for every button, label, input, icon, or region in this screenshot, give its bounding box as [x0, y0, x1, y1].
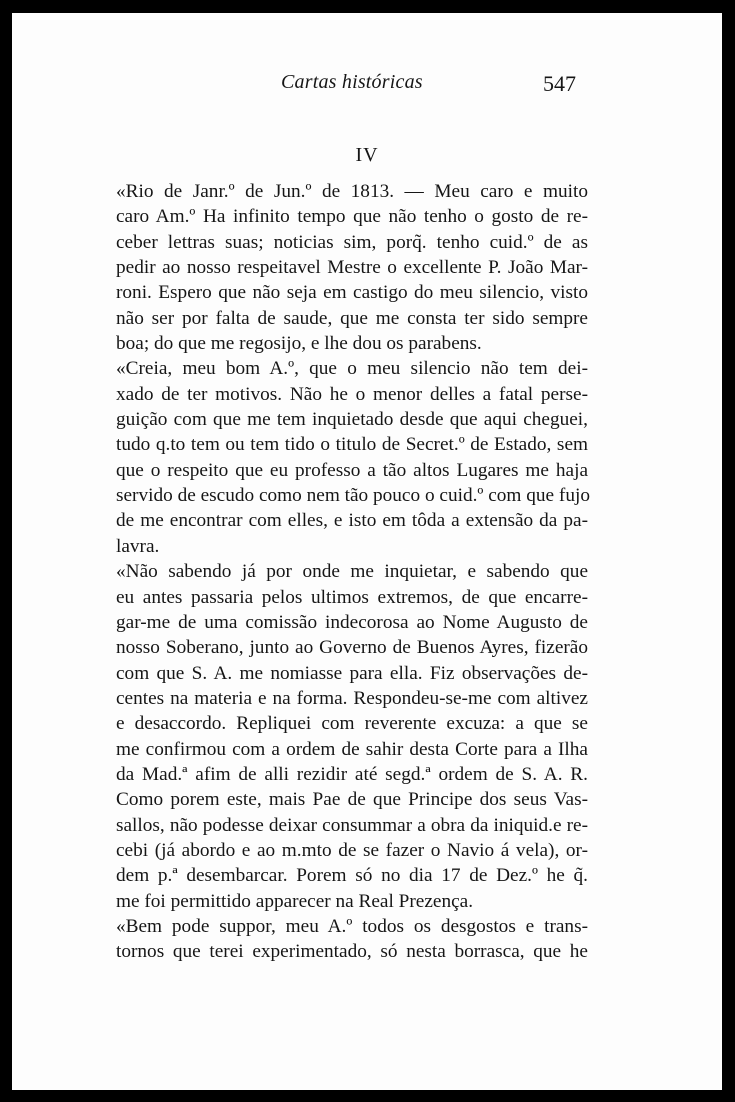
book-page: [12, 13, 722, 1090]
text-line: sallos, não podesse deixar consummar a obra da iniquid.e re-: [116, 814, 588, 836]
text-line: caro Am.º Ha infinito tempo que não tenho o gosto de re-: [116, 206, 588, 228]
text-line: «Rio de Janr.º de Jun.º de 1813. — Meu caro e muito: [116, 181, 588, 202]
text-line: lavra.: [116, 535, 160, 557]
text-line: pedir ao nosso respeitavel Mestre o excellente P. João Mar-: [116, 257, 588, 279]
text-line: xado de ter motivos. Não he o menor delles a fatal perse-: [116, 383, 588, 405]
text-line: boa; do que me regosijo, e lhe dou os parabens.: [116, 333, 482, 355]
running-title: Cartas históricas: [281, 71, 423, 93]
text-line: e desaccordo. Repliquei com reverente excuza: a que se: [116, 713, 588, 735]
text-line: ceber lettras suas; noticias sim, porq̃. tenho cuid.º de as: [116, 231, 588, 253]
text-line: servido de escudo como nem tão pouco o cuid.º com que fujo: [116, 485, 590, 507]
text-line: da Mad.ª afim de alli rezidir até segd.ª ordem de S. A. R.: [116, 763, 588, 785]
text-line: Como porem este, mais Pae de que Principe dos seus Vas-: [116, 789, 588, 811]
text-line: de me encontrar com elles, e isto em tôda a extensão da pa-: [116, 510, 588, 532]
text-line: cebi (já abordo e ao m.mto de se fazer o Navio á vela), or-: [116, 839, 588, 861]
text-line: me foi permittido apparecer na Real Prezença.: [116, 890, 474, 912]
text-line: não ser por falta de saude, que me consta ter sido sempre: [116, 307, 588, 329]
text-line: gar-me de uma comissão indecorosa ao Nome Augusto de: [116, 611, 588, 633]
text-line: com que S. A. me nomiasse para ella. Fiz observações de-: [116, 662, 588, 684]
text-line: eu antes passaria pelos ultimos extremos, de que encarre-: [116, 586, 588, 608]
text-line: roni. Espero que não seja em castigo do meu silencio, visto: [116, 282, 588, 304]
text-line: tudo q.to tem ou tem tido o titulo de Secret.º de Estado, sem: [116, 434, 588, 456]
section-numeral: IV: [355, 144, 379, 166]
text-line: centes na materia e na forma. Respondeu-se-me com altivez: [116, 687, 588, 709]
text-line: «Bem pode suppor, meu A.º todos os desgostos e trans-: [116, 915, 588, 937]
text-line: nosso Soberano, junto ao Governo de Buenos Ayres, fizerão: [116, 637, 588, 659]
letter-text: [116, 179, 588, 965]
text-line: tornos que terei experimentado, só nesta borrasca, que he: [116, 941, 588, 963]
text-line: «Creia, meu bom A.º, que o meu silencio não tem dei-: [116, 358, 588, 380]
page-number: 547: [543, 71, 576, 96]
text-line: me confirmou com a ordem de sahir desta Corte para a Ilha: [116, 738, 588, 760]
text-line: «Não sabendo já por onde me inquietar, e sabendo que: [116, 561, 588, 583]
text-line: dem p.ª desembarcar. Porem só no dia 17 de Dez.º he q̃.: [116, 865, 588, 887]
text-line: que o respeito que eu professo a tão altos Lugares me haja: [116, 459, 588, 481]
text-line: guição com que me tem inquietado desde que aqui cheguei,: [116, 409, 588, 431]
